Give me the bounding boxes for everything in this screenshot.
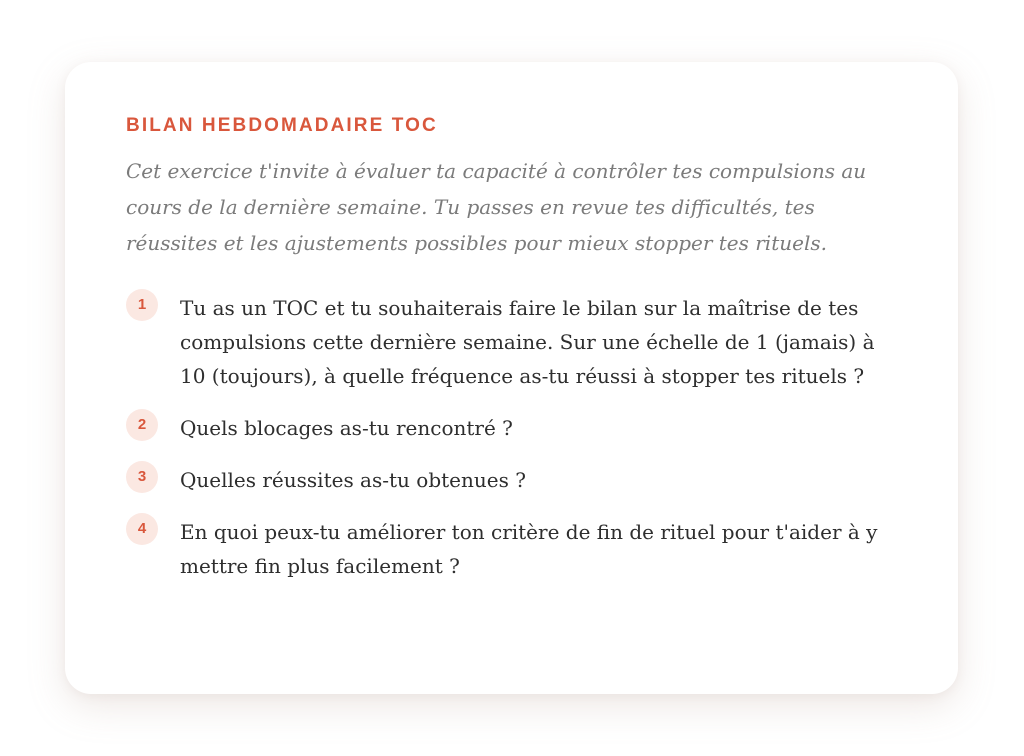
question-item <box>126 291 898 393</box>
question-item <box>126 515 898 583</box>
question-number-badge: 4 <box>126 513 158 545</box>
question-text: Quels blocages as-tu rencontré ? <box>180 416 513 440</box>
question-number-badge: 2 <box>126 409 158 441</box>
exercise-card <box>65 62 958 694</box>
question-text: En quoi peux-tu améliorer ton critère de fin de rituel pour t'aider à y mettre fin plus facilement ? <box>180 520 878 578</box>
question-number-badge: 3 <box>126 461 158 493</box>
exercise-title: BILAN HEBDOMADAIRE TOC <box>126 115 438 136</box>
question-list <box>126 291 898 583</box>
question-text: Tu as un TOC et tu souhaiterais faire le bilan sur la maîtrise de tes compulsions cette dernière semaine. Sur une échelle de 1 (jamais) à 10 (toujours), à quelle fréquence as-tu réussi à stopper tes rituels ? <box>180 296 875 388</box>
question-number-badge: 1 <box>126 289 158 321</box>
exercise-intro: Cet exercice t'invite à évaluer ta capacité à contrôler tes compulsions au cours de la dernière semaine. Tu passes en revue tes difficultés, tes réussites et les ajustements possibles pour mieux stopper tes rituels. <box>126 159 867 255</box>
question-item <box>126 411 898 445</box>
question-text: Quelles réussites as-tu obtenues ? <box>180 468 526 492</box>
question-item <box>126 463 898 497</box>
